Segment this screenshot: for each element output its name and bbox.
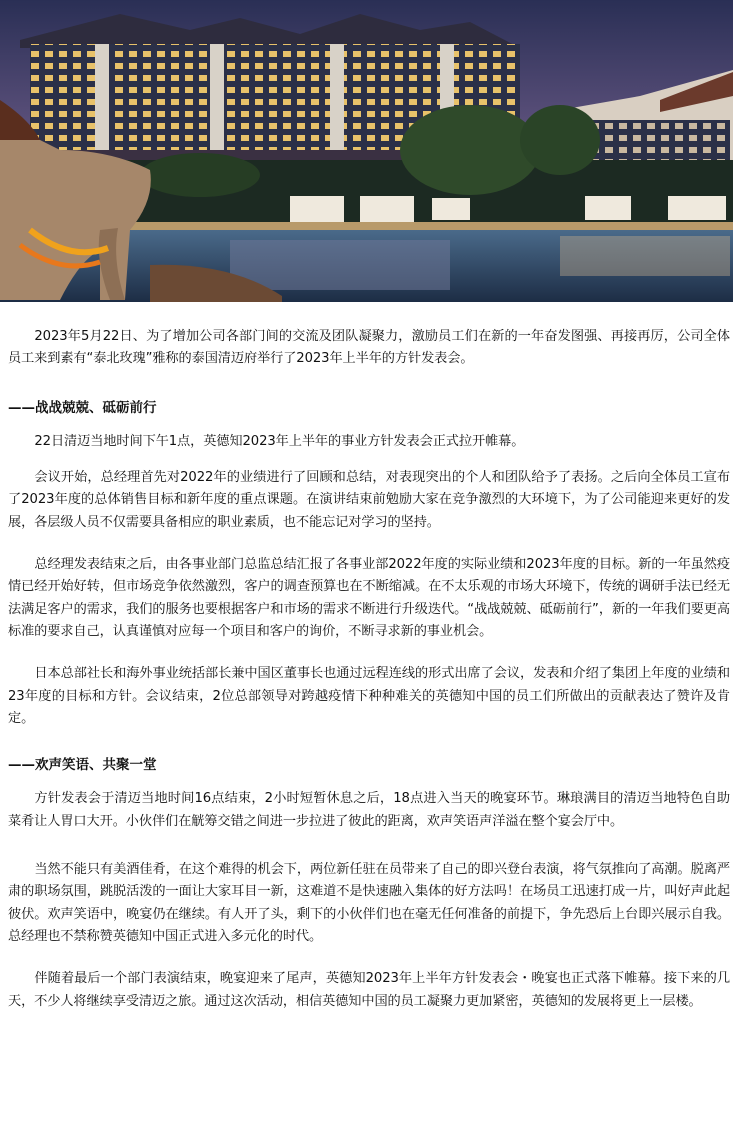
paragraph: 会议开始，总经理首先对2022年的业绩进行了回顾和总结，对表现突出的个人和团队给予了表扬。之后向全体员工宣布了2023年度的总体销售目标和新年度的重点课题。在演讲结束前勉励大家在竞争激烈的大环境下，为了公司能迎来更好的发展，各层级人员不仅需要具备相应的职业素质，也不能忘记对学习的坚持。 bbox=[8, 470, 730, 530]
paragraph: 22日清迈当地时间下午1点，英德知2023年上半年的事业方针发表会正式拉开帷幕。 bbox=[34, 433, 525, 449]
paragraph: 总经理发表结束之后，由各事业部门总监总结汇报了各事业部2022年度的实际业绩和2023年度的目标。新的一年虽然疫情已经开始好转，但市场竞争依然激烈，客户的调查预算也在不断缩减。在不太乐观的市场大环境下，传统的调研手法已经无法满足客户的需求，我们的服务也要根据客户和市场的需求不断进行升级迭代。“战战兢兢、砥砺前行”，新的一年我们要更高标准的要求自己，认真谨慎对应每一个项目和客户的询价，不断寻求新的事业机会。 bbox=[8, 557, 730, 639]
section-heading-2: ——欢声笑语、共聚一堂 bbox=[8, 757, 157, 774]
paragraph: 日本总部社长和海外事业统括部长兼中国区董事长也通过远程连线的形式出席了会议，发表和介绍了集团上年度的业绩和23年度的目标和方针。会议结束，2位总部领导对跨越疫情下种种难关的英德知中国的员工们所做出的贡献表达了赞许及肯定。 bbox=[8, 666, 730, 726]
paragraph: 方针发表会于清迈当地时间16点结束，2小时短暂休息之后，18点进入当天的晚宴环节。琳琅满目的清迈当地特色自助菜肴让人胃口大开。小伙伴们在觥筹交错之间进一步拉进了彼此的距离，欢声笑语声洋溢在整个宴会厅中。 bbox=[8, 791, 730, 829]
hotel-night-pool-illustration bbox=[0, 0, 733, 302]
paragraph: 伴随着最后一个部门表演结束，晚宴迎来了尾声，英德知2023年上半年方针发表会・晚宴也正式落下帷幕。接下来的几天，不少人将继续享受清迈之旅。通过这次活动，相信英德知中国的员工凝聚力更加紧密，英德知的发展将更上一层楼。 bbox=[8, 971, 730, 1009]
hero-photo bbox=[0, 0, 733, 302]
intro-paragraph: 2023年5月22日、为了增加公司各部门间的交流及团队凝聚力，激励员工们在新的一年奋发图强、再接再厉，公司全体员工来到素有“泰北玫瑰”雅称的泰国清迈府举行了2023年上半年的方针发表会。 bbox=[8, 329, 730, 367]
article-body bbox=[8, 326, 730, 1013]
paragraph: 当然不能只有美酒佳肴，在这个难得的机会下，两位新任驻在员带来了自己的即兴登台表演，将气氛推向了高潮。脱离严肃的职场氛围，跳脱活泼的一面让大家耳目一新，这难道不是快速融入集体的好方法吗！在场员工迅速打成一片，叫好声此起彼伏。欢声笑语中，晚宴仍在继续。有人开了头，剩下的小伙伴们也在毫无任何准备的前提下，争先恐后上台即兴展示自我。总经理也不禁称赞英德知中国正式进入多元化的时代。 bbox=[8, 862, 730, 944]
section-heading-1: ——战战兢兢、砥砺前行 bbox=[8, 399, 157, 416]
